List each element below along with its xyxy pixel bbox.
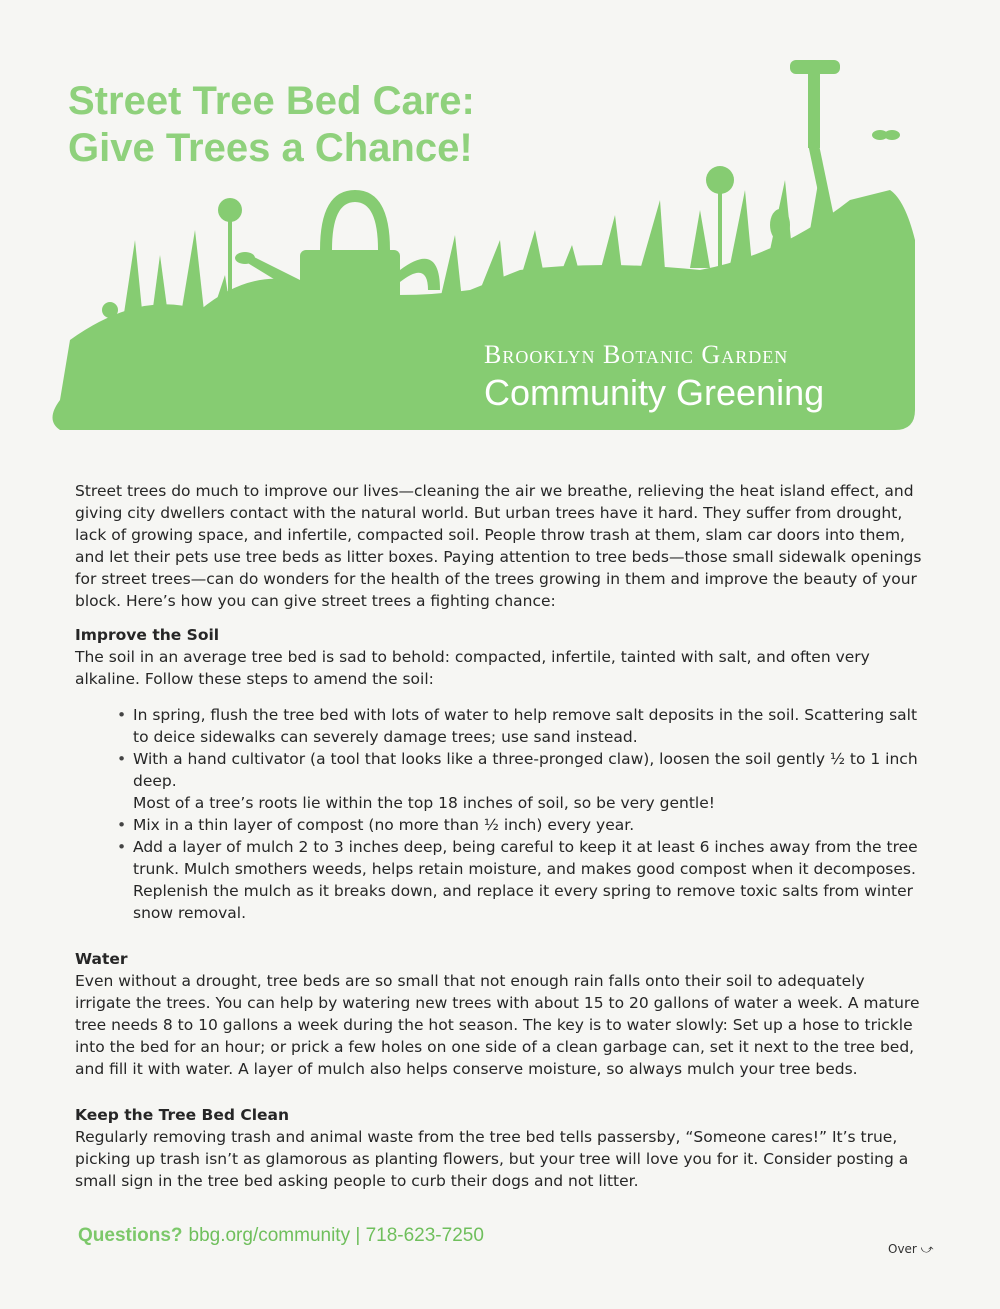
over-indicator: Over ⤻ <box>888 1242 934 1256</box>
footer-contact <box>78 1225 484 1247</box>
section-heading: Keep the Tree Bed Clean <box>75 1106 290 1124</box>
section-water <box>75 948 925 1080</box>
list-item-text: Most of a tree’s roots lie within the top 18 inches of soil, so be very gentle! <box>133 794 715 812</box>
org-name: Brooklyn Botanic Garden <box>484 340 789 369</box>
butterfly-icon <box>872 130 900 140</box>
section-body: Regularly removing trash and animal waste from the tree bed tells passersby, “Someone cares!” It’s true, picking up trash isn’t as glamorous as planting flowers, but your tree will love you for it. Consider posting a small sign in the tree bed asking people to curb their dogs and not litter. <box>75 1128 909 1190</box>
intro-paragraph: Street trees do much to improve our lives—cleaning the air we breathe, relieving the heat island effect, and giving city dwellers contact with the natural world. But urban trees have it hard. They suffer from drought, lack of growing space, and infertile, compacted soil. People throw trash at them, slam car doors into them, and let their pets use tree beds as litter boxes. Paying attention to tree beds—those small sidewalk openings for street trees—can do wonders for the health of the trees growing in them and improve the beauty of your block. Here’s how you can give street trees a fighting chance: <box>75 482 922 610</box>
list-item-text: With a hand cultivator (a tool that looks like a three-pronged claw), loosen the soil gently ½ to 1 inch deep. <box>133 750 918 790</box>
org-branding <box>484 340 824 414</box>
questions-label: Questions? <box>78 1225 183 1246</box>
list-item: • In spring, flush the tree bed with lots of water to help remove salt deposits in the soil. Scattering salt to deice sidewalks can severely damage trees; use sand instead. <box>133 704 925 748</box>
list-item <box>133 748 925 814</box>
main-content <box>75 480 925 1192</box>
section-heading: Improve the Soil <box>75 626 220 644</box>
page-title <box>68 78 475 172</box>
list-item: • Mix in a thin layer of compost (no more than ½ inch) every year. <box>133 814 925 836</box>
section-keep-clean <box>75 1104 925 1192</box>
section-improve-soil <box>75 624 925 924</box>
section-body: Even without a drought, tree beds are so small that not enough rain falls onto their soil to adequately irrigate the trees. You can help by watering new trees with about 15 to 20 gallons of water a week. A mature tree needs 8 to 10 gallons a week during the hot season. The key is to water slowly: Set up a hose to trickle into the bed for an hour; or prick a few holes on one side of a clean garbage can, set it next to the tree bed, and fill it with water. A layer of mulch also helps conserve moisture, so always mulch your tree beds. <box>75 972 920 1078</box>
title-line-2: Give Trees a Chance! <box>68 126 473 170</box>
list-item: • Add a layer of mulch 2 to 3 inches deep, being careful to keep it at least 6 inches away from the tree trunk. Mulch smothers weeds, helps retain moisture, and makes good compost when it decomposes. Replenish the mulch as it breaks down, and replace it every spring to remove toxic salts from winter snow removal. <box>133 836 925 924</box>
section-heading: Water <box>75 950 128 968</box>
title-line-1: Street Tree Bed Care: <box>68 79 475 123</box>
section-body: The soil in an average tree bed is sad to behold: compacted, infertile, tainted with salt, and often very alkaline. Follow these steps to amend the soil: <box>75 648 870 688</box>
program-name: Community Greening <box>484 372 825 413</box>
contact-link[interactable]: bbg.org/community | 718-623-7250 <box>188 1225 484 1246</box>
soil-tips-list <box>75 704 925 924</box>
